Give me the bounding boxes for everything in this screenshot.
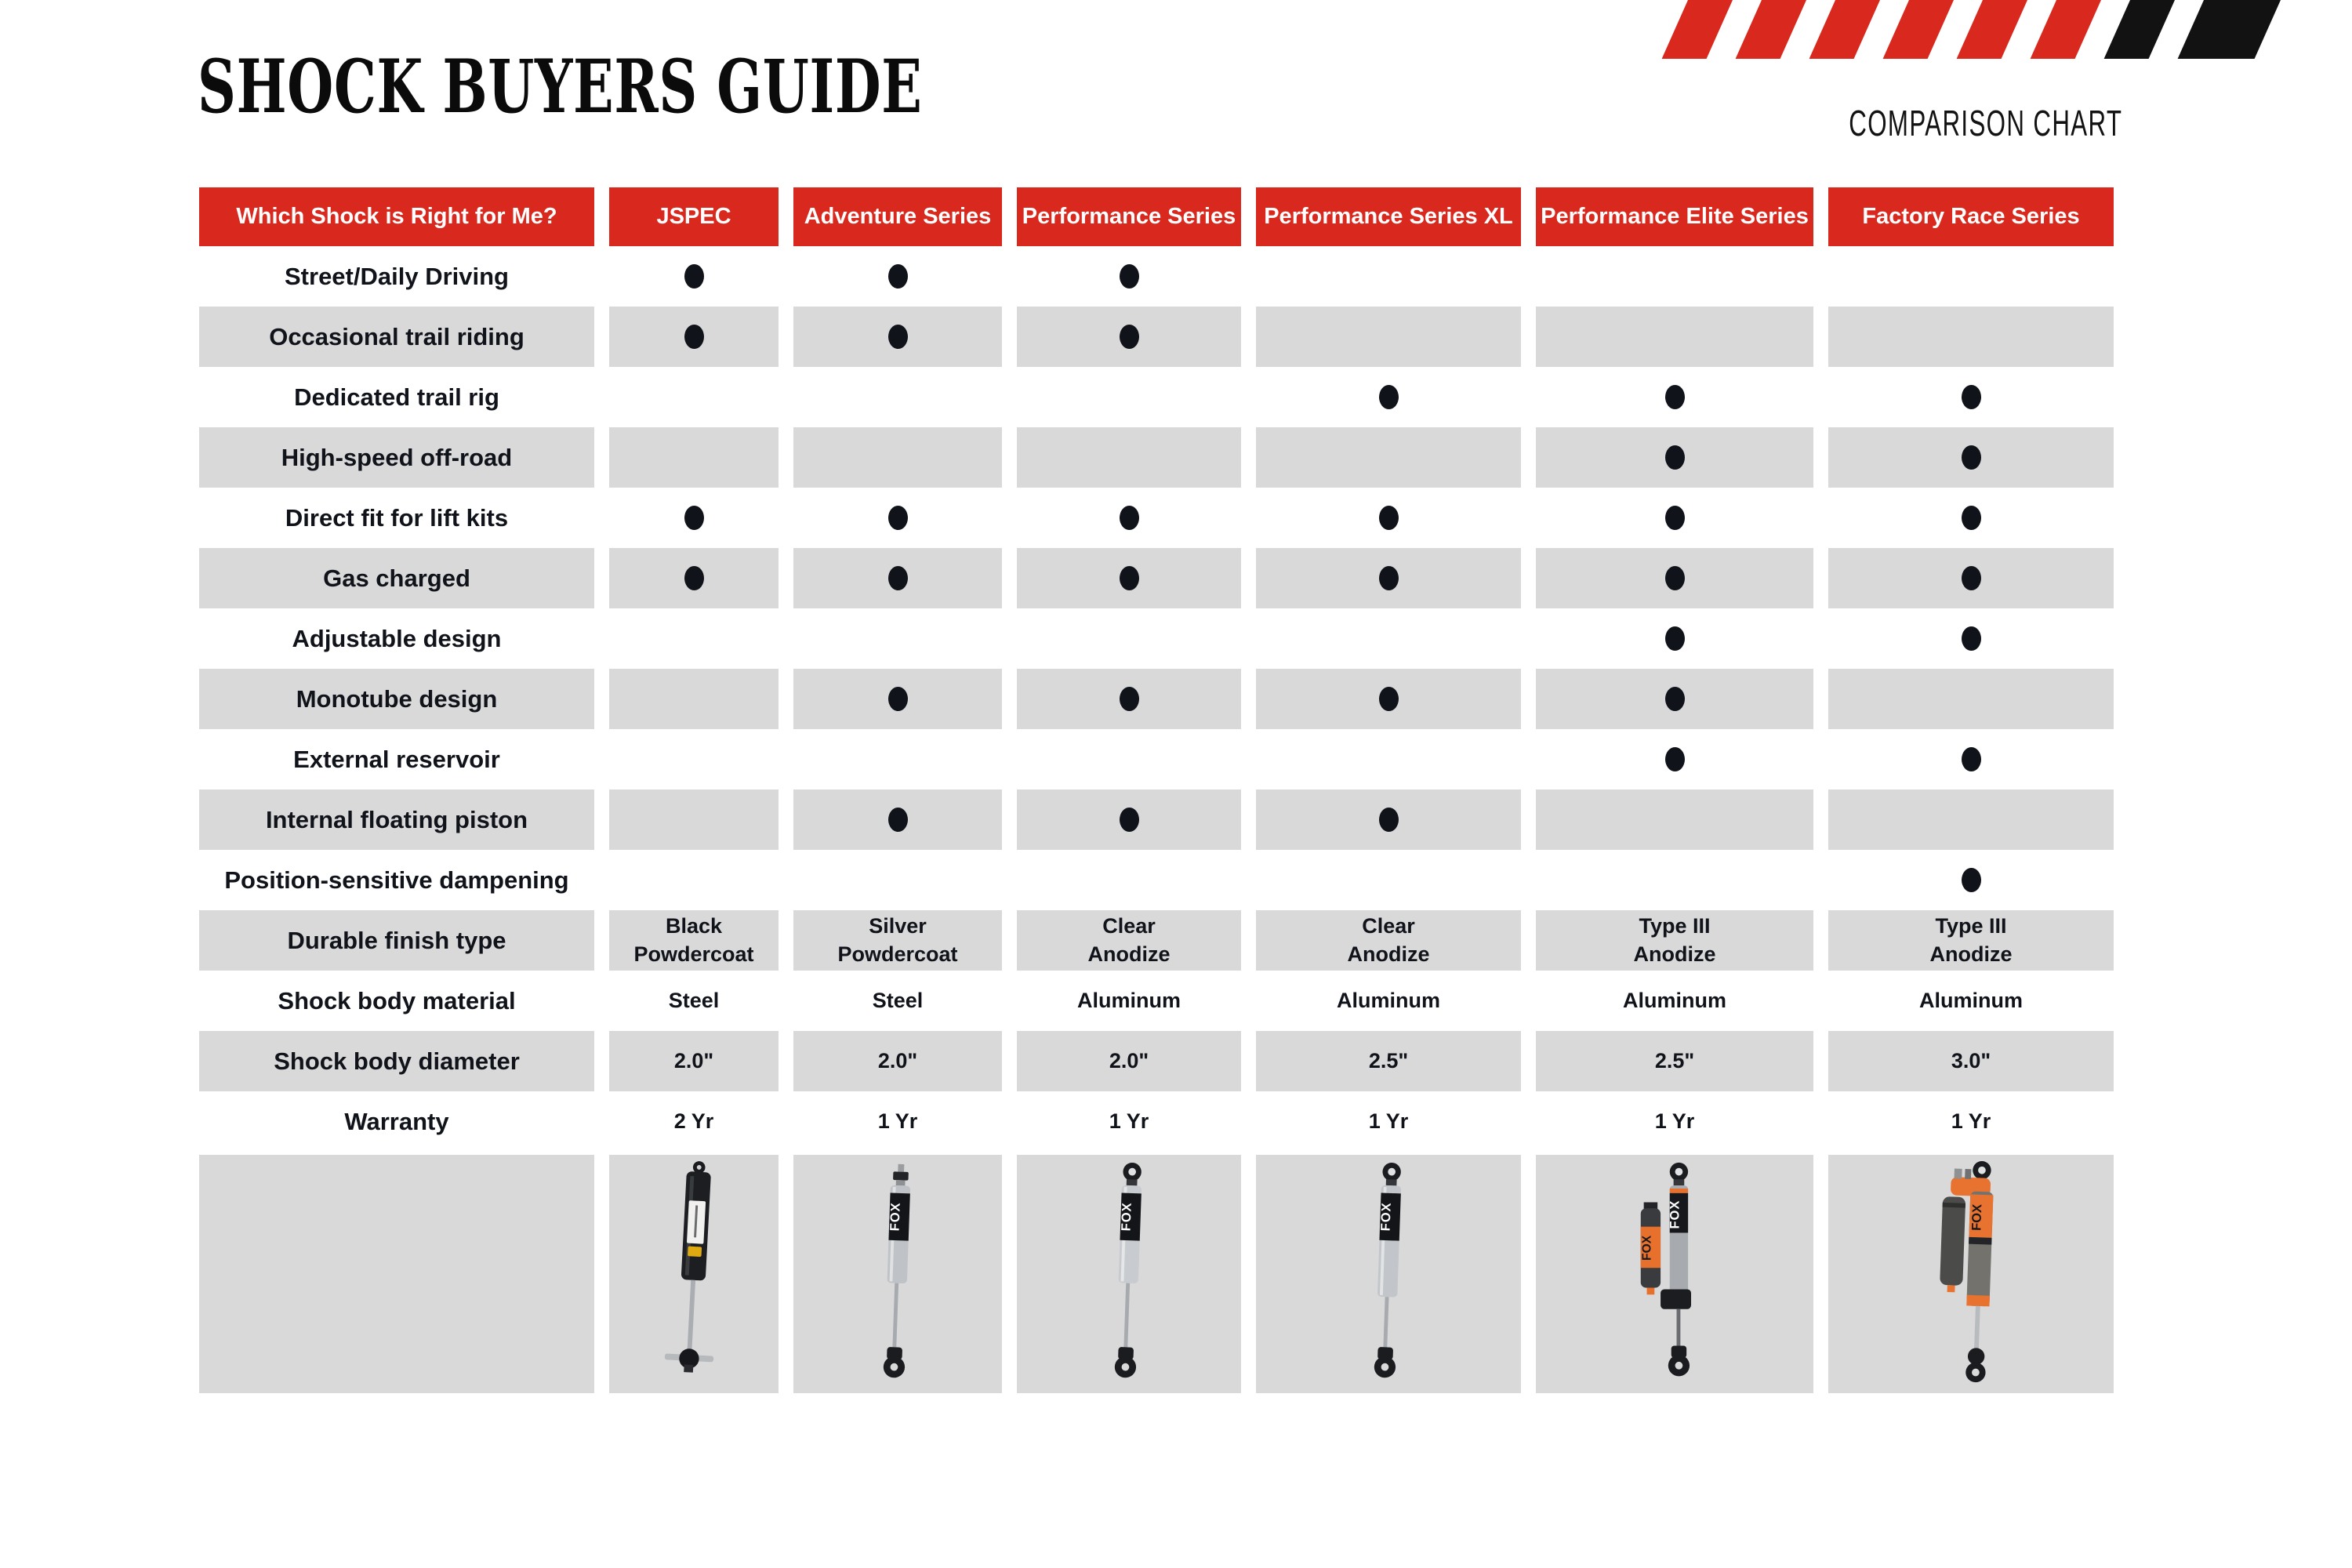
value-line: Black bbox=[665, 913, 723, 938]
feature-dot bbox=[1120, 687, 1139, 711]
value-line: Powdercoat bbox=[633, 942, 754, 966]
value-cell-r3-c2 bbox=[1017, 427, 1241, 488]
value-cell-r7-c1 bbox=[793, 669, 1002, 729]
value-cell-r11-c3 bbox=[1256, 910, 1521, 971]
product-shock-illustration bbox=[1319, 1160, 1457, 1388]
value-line: Clear bbox=[1362, 913, 1415, 938]
value-cell-r10-c4 bbox=[1536, 850, 1813, 910]
value-cell-r5-c3 bbox=[1256, 548, 1521, 608]
feature-dot bbox=[888, 808, 908, 832]
feature-dot bbox=[1379, 687, 1399, 711]
value-cell-r5-c5 bbox=[1828, 548, 2114, 608]
product-image-6 bbox=[1828, 1155, 2114, 1393]
feature-dot bbox=[888, 687, 908, 711]
row-label-5: Gas charged bbox=[199, 548, 594, 608]
value-cell-r3-c5 bbox=[1828, 427, 2114, 488]
value-cell-r0-c1 bbox=[793, 246, 1002, 307]
feature-dot bbox=[1665, 385, 1685, 409]
feature-dot bbox=[888, 566, 908, 590]
value-cell-r4-c4 bbox=[1536, 488, 1813, 548]
value-cell-r7-c0 bbox=[609, 669, 779, 729]
row-label-0: Street/Daily Driving bbox=[285, 262, 509, 290]
svg-text:FOX: FOX bbox=[887, 1202, 904, 1232]
value-cell-r4-c1 bbox=[793, 488, 1002, 548]
value-cell-r11-c1 bbox=[793, 910, 1002, 971]
feature-dot bbox=[1962, 445, 1981, 470]
feature-dot bbox=[888, 264, 908, 289]
feature-dot bbox=[1379, 506, 1399, 530]
feature-dot bbox=[1665, 445, 1685, 470]
value-cell-r14-c3: 1 Yr bbox=[1368, 1109, 1409, 1133]
value-cell-r11-c0 bbox=[609, 910, 779, 971]
row-label-11: Durable finish type bbox=[199, 910, 594, 971]
svg-text:FOX: FOX bbox=[1969, 1203, 1985, 1232]
value-cell-r6-c1 bbox=[793, 608, 1002, 669]
red-stripe bbox=[1883, 0, 1954, 59]
header-cell-series-5: Performance Elite Series bbox=[1536, 187, 1813, 246]
svg-text:FOX: FOX bbox=[1377, 1202, 1395, 1232]
value-cell-r9-c1 bbox=[793, 789, 1002, 850]
value-cell-r7-c3 bbox=[1256, 669, 1521, 729]
value-cell-r11-c2 bbox=[1017, 910, 1241, 971]
value-line: Type III bbox=[1639, 913, 1711, 938]
red-stripe bbox=[1957, 0, 2027, 59]
value-cell-r12-c4: Aluminum bbox=[1623, 988, 1726, 1012]
value-cell-r3-c1 bbox=[793, 427, 1002, 488]
feature-dot bbox=[1962, 747, 1981, 771]
svg-text:FOX: FOX bbox=[1640, 1235, 1654, 1261]
feature-dot bbox=[684, 264, 704, 289]
value-cell-r14-c5: 1 Yr bbox=[1951, 1109, 1991, 1133]
value-cell-r5-c2 bbox=[1017, 548, 1241, 608]
feature-dot bbox=[1665, 506, 1685, 530]
row-label-10: Position-sensitive dampening bbox=[224, 866, 569, 894]
feature-dot bbox=[1120, 808, 1139, 832]
row-label-14: Warranty bbox=[344, 1107, 449, 1135]
value-cell-r13-c1: 2.0" bbox=[793, 1031, 1002, 1091]
page-title: SHOCK BUYERS GUIDE bbox=[198, 44, 923, 130]
product-shock-illustration bbox=[1902, 1160, 2039, 1388]
value-cell-r14-c0: 2 Yr bbox=[673, 1109, 714, 1133]
feature-dot bbox=[684, 325, 704, 349]
value-cell-r6-c2 bbox=[1017, 608, 1241, 669]
value-line: Clear bbox=[1102, 913, 1156, 938]
header-cell-series-2: Adventure Series bbox=[793, 187, 1002, 246]
product-image-5 bbox=[1536, 1155, 1813, 1393]
feature-dot bbox=[888, 506, 908, 530]
value-cell-r3-c4 bbox=[1536, 427, 1813, 488]
product-image-1 bbox=[609, 1155, 779, 1393]
feature-dot bbox=[1379, 566, 1399, 590]
svg-text:FOX: FOX bbox=[1118, 1202, 1135, 1232]
value-cell-r4-c5 bbox=[1828, 488, 2114, 548]
feature-dot bbox=[1962, 626, 1981, 651]
value-cell-r9-c3 bbox=[1256, 789, 1521, 850]
value-cell-r12-c5: Aluminum bbox=[1919, 988, 2023, 1012]
red-stripe bbox=[1809, 0, 1880, 59]
value-cell-r7-c2 bbox=[1017, 669, 1241, 729]
value-cell-r12-c2: Aluminum bbox=[1077, 988, 1181, 1012]
value-cell-r2-c0 bbox=[609, 367, 779, 427]
value-cell-r7-c4 bbox=[1536, 669, 1813, 729]
feature-dot bbox=[1379, 808, 1399, 832]
value-cell-r6-c4 bbox=[1536, 608, 1813, 669]
header-cell-series-4: Performance Series XL bbox=[1256, 187, 1521, 246]
value-cell-r11-c4 bbox=[1536, 910, 1813, 971]
value-cell-r7-c5 bbox=[1828, 669, 2114, 729]
value-cell-r9-c4 bbox=[1536, 789, 1813, 850]
product-image-4 bbox=[1256, 1155, 1521, 1393]
value-line: Anodize bbox=[1347, 942, 1430, 966]
value-cell-r3-c3 bbox=[1256, 427, 1521, 488]
product-shock-illustration bbox=[829, 1160, 966, 1388]
value-line: Anodize bbox=[1633, 942, 1716, 966]
product-shock-illustration bbox=[1606, 1160, 1743, 1388]
value-cell-r10-c5 bbox=[1828, 850, 2114, 910]
page-subtitle: COMPARISON CHART bbox=[1848, 103, 2122, 143]
value-cell-r2-c4 bbox=[1536, 367, 1813, 427]
value-cell-r4-c2 bbox=[1017, 488, 1241, 548]
comparison-table bbox=[199, 187, 2114, 1393]
feature-dot bbox=[1665, 687, 1685, 711]
feature-dot bbox=[1962, 566, 1981, 590]
value-cell-r6-c0 bbox=[609, 608, 779, 669]
value-cell-r8-c3 bbox=[1256, 729, 1521, 789]
value-cell-r0-c3 bbox=[1256, 246, 1521, 307]
product-image-2 bbox=[793, 1155, 1002, 1393]
value-cell-r8-c1 bbox=[793, 729, 1002, 789]
value-cell-r10-c0 bbox=[609, 850, 779, 910]
value-cell-r9-c2 bbox=[1017, 789, 1241, 850]
header-cell-series-1: JSPEC bbox=[609, 187, 779, 246]
header-cell-series-3: Performance Series bbox=[1017, 187, 1241, 246]
value-cell-r14-c2: 1 Yr bbox=[1109, 1109, 1149, 1133]
row-label-6: Adjustable design bbox=[292, 624, 502, 652]
value-cell-r6-c5 bbox=[1828, 608, 2114, 669]
value-cell-r1-c0 bbox=[609, 307, 779, 367]
value-cell-r0-c5 bbox=[1828, 246, 2114, 307]
row-label-2: Dedicated trail rig bbox=[294, 383, 499, 411]
value-cell-r13-c0: 2.0" bbox=[609, 1031, 779, 1091]
feature-dot bbox=[1665, 626, 1685, 651]
value-cell-r13-c3: 2.5" bbox=[1256, 1031, 1521, 1091]
value-cell-r1-c1 bbox=[793, 307, 1002, 367]
value-cell-r5-c1 bbox=[793, 548, 1002, 608]
black-stripe bbox=[2178, 0, 2281, 59]
corner-stripes-decoration bbox=[1662, 0, 2284, 59]
value-cell-r9-c5 bbox=[1828, 789, 2114, 850]
product-image-3 bbox=[1017, 1155, 1241, 1393]
row-label-4: Direct fit for lift kits bbox=[285, 503, 509, 532]
row-label-3: High-speed off-road bbox=[199, 427, 594, 488]
header-cell-series-6: Factory Race Series bbox=[1828, 187, 2114, 246]
value-cell-r2-c1 bbox=[793, 367, 1002, 427]
value-cell-r5-c4 bbox=[1536, 548, 1813, 608]
feature-dot bbox=[1665, 566, 1685, 590]
svg-text:FOX: FOX bbox=[1667, 1200, 1682, 1229]
value-cell-r11-c5 bbox=[1828, 910, 2114, 971]
value-cell-r5-c0 bbox=[609, 548, 779, 608]
feature-dot bbox=[1962, 506, 1981, 530]
feature-dot bbox=[1120, 506, 1139, 530]
value-line: Anodize bbox=[1087, 942, 1171, 966]
value-cell-r0-c0 bbox=[609, 246, 779, 307]
feature-dot bbox=[1120, 264, 1139, 289]
feature-dot bbox=[1379, 385, 1399, 409]
value-cell-r6-c3 bbox=[1256, 608, 1521, 669]
feature-dot bbox=[684, 566, 704, 590]
value-cell-r4-c3 bbox=[1256, 488, 1521, 548]
value-cell-r0-c4 bbox=[1536, 246, 1813, 307]
value-cell-r8-c2 bbox=[1017, 729, 1241, 789]
value-cell-r2-c3 bbox=[1256, 367, 1521, 427]
product-image-cell-empty bbox=[199, 1155, 594, 1393]
value-cell-r8-c5 bbox=[1828, 729, 2114, 789]
value-line: Powdercoat bbox=[837, 942, 958, 966]
row-label-12: Shock body material bbox=[278, 986, 516, 1014]
feature-dot bbox=[1665, 747, 1685, 771]
value-cell-r0-c2 bbox=[1017, 246, 1241, 307]
value-cell-r10-c3 bbox=[1256, 850, 1521, 910]
value-cell-r4-c0 bbox=[609, 488, 779, 548]
value-cell-r2-c5 bbox=[1828, 367, 2114, 427]
value-cell-r1-c3 bbox=[1256, 307, 1521, 367]
row-label-1: Occasional trail riding bbox=[199, 307, 594, 367]
feature-dot bbox=[1120, 325, 1139, 349]
value-cell-r10-c2 bbox=[1017, 850, 1241, 910]
feature-dot bbox=[684, 506, 704, 530]
value-line: Type III bbox=[1935, 913, 2007, 938]
value-cell-r12-c0: Steel bbox=[668, 988, 720, 1012]
row-label-13: Shock body diameter bbox=[199, 1031, 594, 1091]
red-stripe bbox=[1662, 0, 1733, 59]
feature-dot bbox=[1962, 868, 1981, 892]
product-shock-illustration bbox=[625, 1160, 762, 1388]
value-cell-r13-c5: 3.0" bbox=[1828, 1031, 2114, 1091]
black-stripe bbox=[2104, 0, 2175, 59]
value-cell-r10-c1 bbox=[793, 850, 1002, 910]
value-cell-r14-c4: 1 Yr bbox=[1654, 1109, 1695, 1133]
red-stripe bbox=[1736, 0, 1806, 59]
value-cell-r3-c0 bbox=[609, 427, 779, 488]
value-cell-r1-c5 bbox=[1828, 307, 2114, 367]
value-cell-r13-c2: 2.0" bbox=[1017, 1031, 1241, 1091]
value-line: Anodize bbox=[1929, 942, 2013, 966]
value-cell-r9-c0 bbox=[609, 789, 779, 850]
product-shock-illustration bbox=[1060, 1160, 1197, 1388]
value-cell-r13-c4: 2.5" bbox=[1536, 1031, 1813, 1091]
value-line: Silver bbox=[869, 913, 927, 938]
value-cell-r12-c3: Aluminum bbox=[1337, 988, 1440, 1012]
value-cell-r1-c4 bbox=[1536, 307, 1813, 367]
row-label-8: External reservoir bbox=[293, 745, 500, 773]
row-label-7: Monotube design bbox=[199, 669, 594, 729]
value-cell-r2-c2 bbox=[1017, 367, 1241, 427]
row-label-9: Internal floating piston bbox=[199, 789, 594, 850]
value-cell-r8-c0 bbox=[609, 729, 779, 789]
header-cell-question: Which Shock is Right for Me? bbox=[199, 187, 594, 246]
feature-dot bbox=[1962, 385, 1981, 409]
feature-dot bbox=[888, 325, 908, 349]
value-cell-r1-c2 bbox=[1017, 307, 1241, 367]
value-cell-r14-c1: 1 Yr bbox=[877, 1109, 918, 1133]
value-cell-r12-c1: Steel bbox=[872, 988, 924, 1012]
value-cell-r8-c4 bbox=[1536, 729, 1813, 789]
red-stripe bbox=[2031, 0, 2101, 59]
feature-dot bbox=[1120, 566, 1139, 590]
